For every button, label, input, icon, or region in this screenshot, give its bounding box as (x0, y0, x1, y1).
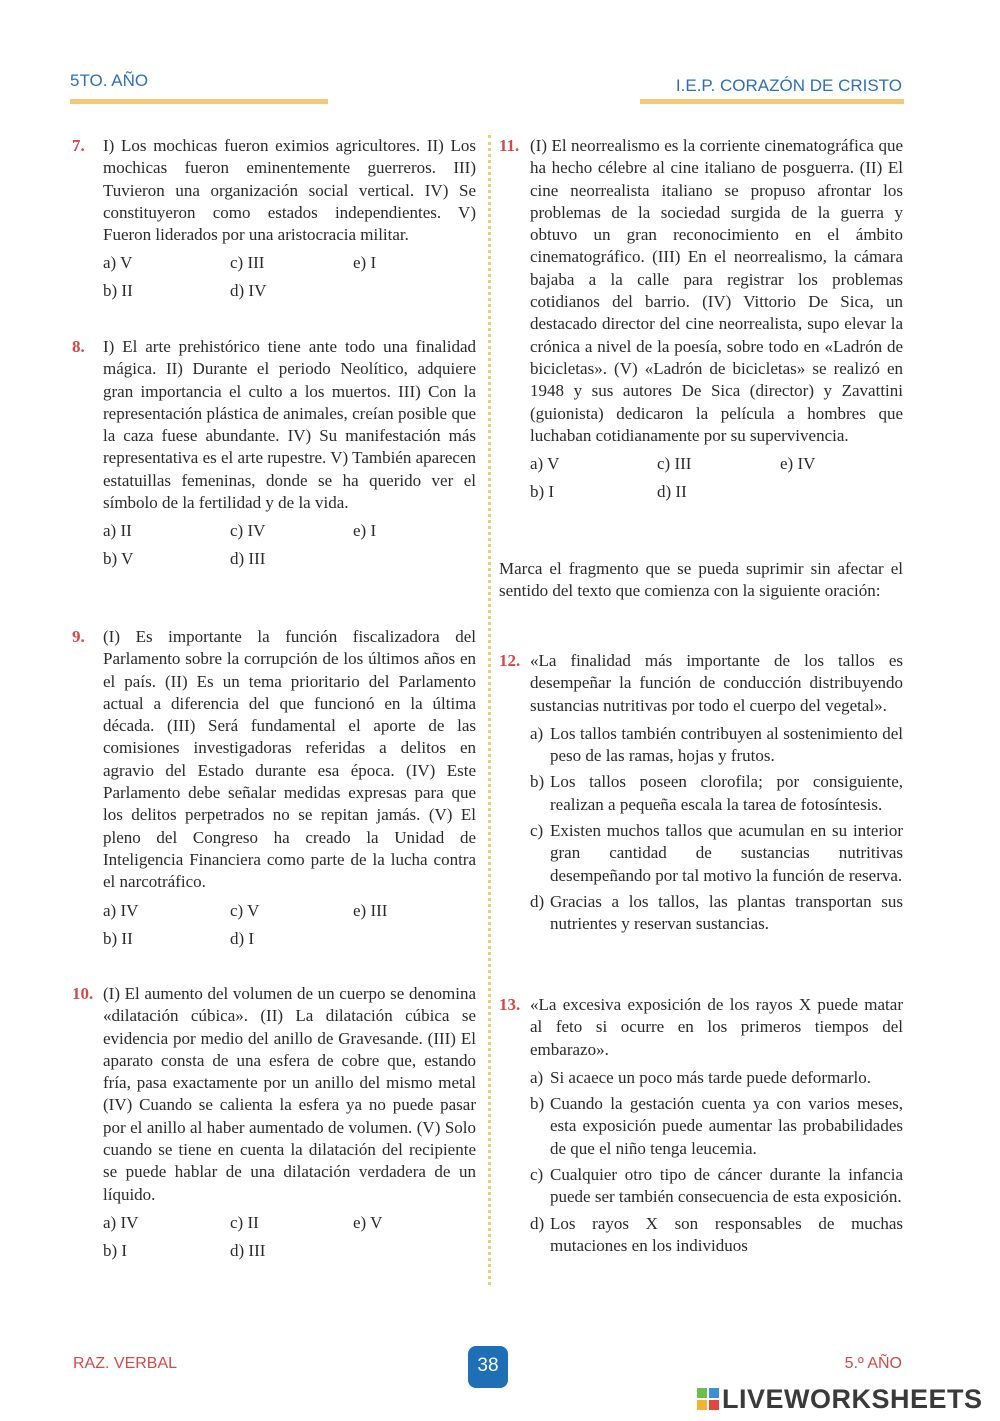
column-divider (488, 135, 491, 1285)
question-text: (I) El neorrealismo es la corriente cinematográfica que ha hecho célebre al cine italiano de posguerra. (II) El cine neorrealista italiano se propuso afrontar los problemas de la sociedad surgida de la guerra y obtuvo un gran reconocimiento en el ámbito cinematográfico. (III) En el neorrealismo, la cámara bajaba a la calle para registrar los problemas cotidianos del barrio. (IV) Vittorio De Sica, un destacado director del cine neorrealista, supo elevar la crónica a nivel de la poesía, sobre todo en «Ladrón de bicicletas». (V) «Ladrón de bicicletas» se realizó en 1948 y sus autores De Sica (director) y Zavattini (guionista) dedicaron la película a hombres que luchaban cotidianamente por su supervivencia. (530, 136, 903, 445)
option-a[interactable] (530, 1067, 903, 1089)
header-rule-right (640, 99, 904, 104)
question-text: «La finalidad más importante de los tallos es desempeñar la función de conducción distribuyendo sustancias nutritivas por todo el cuerpo del vegetal». (530, 651, 903, 715)
question-7 (72, 135, 476, 308)
option-e[interactable]: e) IV (780, 454, 816, 474)
option-text: Cuando la gestación cuenta ya con varios meses, esta exposición puede aumentar las probabilidades de que el niño tenga leucemia. (550, 1094, 903, 1158)
option-d[interactable]: d) III (230, 549, 266, 569)
option-e[interactable]: e) I (353, 253, 377, 273)
option-a[interactable]: a) V (530, 454, 560, 474)
option-b[interactable] (530, 771, 903, 816)
option-c[interactable] (530, 1164, 903, 1209)
question-text: «La excesiva exposición de los rayos X puede matar al feto si ocurre en los primeros tiempos del embarazo». (530, 995, 903, 1059)
option-text: Cualquier otro tipo de cáncer durante la infancia puede ser también consecuencia de esta exposición. (550, 1165, 903, 1207)
instruction-text: Marca el fragmento que se pueda suprimir sin afectar el sentido del texto que comienza con la siguiente oración: (499, 559, 903, 601)
question-number: 13. (499, 995, 521, 1014)
option-letter: d) (530, 891, 545, 911)
option-c[interactable]: c) V (230, 900, 260, 920)
option-d[interactable] (530, 1213, 903, 1258)
option-letter: c) (530, 1165, 544, 1185)
options (103, 252, 476, 308)
option-text: Los tallos poseen clorofila; por consiguiente, realizan a pequeña escala la tarea de fotosíntesis. (550, 772, 903, 814)
brand-name: LIVEWORKSHEETS (722, 1384, 983, 1414)
option-letter: b) (530, 1094, 545, 1114)
footer-grade: 5.º AÑO (844, 1355, 902, 1372)
question-text: I) El arte prehistórico tiene ante todo una finalidad mágica. II) Durante el periodo Neolítico, adquiere gran importancia el culto a los muertos. III) Con la representación plástica de animales, creían posible que la caza fuese abundante. IV) Su manifestación más representativa es el arte rupestre. V) También aparecen estatuillas femeninas, donde se ha querido ver el símbolo de la fertilidad y de la vida. (103, 337, 476, 513)
question-13 (499, 994, 903, 1257)
option-letter: b) (530, 772, 545, 792)
header-grade: 5TO. AÑO (70, 71, 149, 90)
option-text: Los tallos también contribuyen al sostenimiento del peso de las ramas, hojas y frutos. (550, 723, 903, 766)
option-text: Si acaece un poco más tarde puede deformarlo. (550, 1067, 871, 1087)
option-c[interactable]: c) III (657, 454, 692, 474)
option-a[interactable]: a) II (103, 521, 132, 541)
question-text: I) Los mochicas fueron eximios agricultores. II) Los mochicas fueron eminentemente guerreros. III) Tuvieron una organización social vertical. IV) Se constituyeron como estados independientes. V) Fueron liderados por una aristocracia militar. (103, 136, 476, 245)
option-a[interactable]: a) V (103, 253, 133, 273)
header-school: I.E.P. CORAZÓN DE CRISTO (675, 76, 902, 95)
option-letter: a) (530, 1067, 544, 1087)
header-rule-left (70, 99, 328, 104)
page-number: 38 (468, 1346, 508, 1388)
option-d[interactable]: d) III (230, 1240, 266, 1260)
option-e[interactable]: e) I (353, 521, 377, 541)
option-a[interactable]: a) IV (103, 1212, 139, 1232)
option-b[interactable]: b) I (530, 482, 555, 502)
option-b[interactable]: b) II (103, 928, 133, 948)
option-d[interactable]: d) IV (230, 281, 267, 301)
option-text: Existen muchos tallos que acumulan en su interior gran cantidad de sustancias nutritivas desempeñando por tal motivo la función de reserva. (550, 821, 903, 885)
option-a[interactable]: a) IV (103, 900, 139, 920)
option-text: Gracias a los tallos, las plantas transportan sus nutrientes y reservan sustancias. (550, 891, 903, 934)
option-text: Los rayos X son responsables de muchas mutaciones en los individuos (550, 1213, 903, 1255)
option-e[interactable]: e) III (353, 900, 388, 920)
question-11 (499, 135, 903, 509)
options (103, 1212, 476, 1268)
option-b[interactable]: b) I (103, 1240, 128, 1260)
options (103, 900, 476, 956)
question-number: 12. (499, 651, 521, 670)
option-c[interactable]: c) II (230, 1212, 259, 1232)
option-c[interactable] (530, 820, 903, 887)
options (530, 453, 903, 509)
footer-subject: RAZ. VERBAL (73, 1355, 178, 1372)
question-number: 11. (499, 136, 520, 155)
option-b[interactable] (530, 1093, 903, 1160)
option-e[interactable]: e) V (353, 1212, 383, 1232)
question-9 (72, 626, 476, 956)
question-number: 8. (72, 337, 85, 356)
question-text: (I) Es importante la función fiscalizadora del Parlamento sobre la corrupción de los últimos años en el país. (II) Es un tema prioritario del Parlamento actual a diferencia del que funcionó en la última década. (III) Será fundamental el aporte de las comisiones investigadoras referidas a delitos en agravio del Estado durante esa época. (IV) Este Parlamento debe señalar medidas expresas para que los delitos perpetrados no se repitan jamás. (V) El pleno del Congreso ha creado la Unidad de Inteligencia Financiera como parte de la lucha contra el narcotráfico. (103, 627, 476, 892)
option-d[interactable]: d) II (657, 482, 687, 502)
option-c[interactable]: c) IV (230, 521, 266, 541)
option-b[interactable]: b) V (103, 549, 134, 569)
option-letter: a) (530, 723, 544, 743)
option-c[interactable]: c) III (230, 253, 265, 273)
option-d[interactable] (530, 891, 903, 936)
question-12 (499, 650, 903, 936)
question-number: 7. (72, 136, 85, 155)
question-10 (72, 983, 476, 1268)
option-letter: c) (530, 821, 544, 841)
liveworksheets-logo-icon (697, 1388, 719, 1410)
question-8 (72, 336, 476, 576)
option-a[interactable] (530, 723, 903, 768)
option-b[interactable]: b) II (103, 281, 133, 301)
option-d[interactable]: d) I (230, 928, 255, 948)
option-letter: d) (530, 1213, 545, 1233)
question-number: 9. (72, 627, 85, 646)
question-text: (I) El aumento del volumen de un cuerpo se denomina «dilatación cúbica». (II) La dilatación cúbica se evidencia por medio del anillo de Gravesande. (III) El aparato consta de una esfera de cobre que, estando fría, pasa exactamente por un anillo del mismo metal (IV) Cuando se calienta la esfera ya no puede pasar por el anillo al haber aumentado de volumen. (V) Solo cuando se tiene en cuenta la dilatación del recipiente se puede hablar de una dilatación verdadera de un líquido. (103, 984, 476, 1204)
question-number: 10. (72, 984, 94, 1003)
options (103, 520, 476, 576)
